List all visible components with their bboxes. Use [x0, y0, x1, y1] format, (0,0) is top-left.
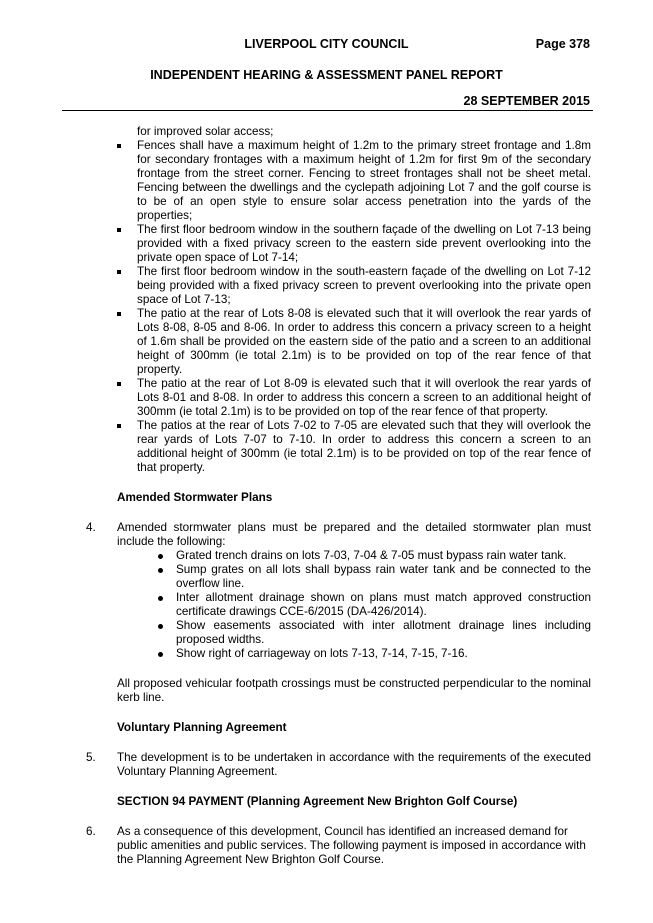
vpa-heading: Voluntary Planning Agreement — [117, 721, 287, 734]
stormwater-requirements-list — [0, 549, 653, 661]
square-bullet-icon — [117, 144, 121, 148]
footpath-crossings-text: All proposed vehicular footpath crossings must be constructed perpendicular to the nominal kerb line. — [117, 677, 591, 704]
report-date: 28 SEPTEMBER 2015 — [463, 94, 590, 108]
condition-text: Fences shall have a maximum height of 1.2m to the primary street frontage and 1.8m for secondary frontages with a maximum height of 1.2m for first 9m of the secondary frontage from the street corner. Fencing to street frontages shall not be sheet metal. Fencing between the dwellings and the cyclepath adjoining Lot 7 and the golf course is to be of an open style to ensure solar access penetration into the yards of the properties; — [137, 139, 591, 222]
stormwater-heading: Amended Stormwater Plans — [117, 491, 273, 504]
condition-item — [137, 307, 591, 377]
round-bullet-icon — [158, 596, 163, 601]
stormwater-condition — [86, 521, 591, 549]
round-bullet-icon — [158, 624, 163, 629]
requirement-text: Sump grates on all lots shall bypass rain water tank and be connected to the overflow line. — [176, 563, 591, 590]
condition-item — [137, 377, 591, 419]
stormwater-intro: Amended stormwater plans must be prepared and the detailed stormwater plan must include the following: — [117, 521, 591, 548]
condition-number: 4. — [86, 521, 96, 534]
requirement-text: Show right of carriageway on lots 7-13, 7-14, 7-15, 7-16. — [176, 647, 468, 660]
continuation-text: for improved solar access; — [137, 125, 274, 138]
condition-text: The first floor bedroom window in the southern façade of the dwelling on Lot 7-13 being provided with a fixed privacy screen to the eastern side prevent overlooking into the private open space of Lot 7-14; — [137, 223, 591, 264]
square-bullet-icon — [117, 228, 121, 232]
requirement-text: Show easements associated with inter allotment drainage lines including proposed widths. — [176, 619, 591, 646]
condition-number: 5. — [86, 751, 96, 764]
council-name: LIVERPOOL CITY COUNCIL — [244, 37, 409, 51]
conditions-list — [0, 139, 653, 475]
condition-item — [137, 419, 591, 475]
condition-number: 6. — [86, 825, 96, 838]
vpa-condition — [86, 751, 591, 779]
stormwater-requirement — [176, 591, 591, 619]
report-title: INDEPENDENT HEARING & ASSESSMENT PANEL REPORT — [150, 68, 503, 82]
square-bullet-icon — [117, 424, 121, 428]
stormwater-requirement — [176, 619, 591, 647]
stormwater-requirement — [176, 549, 591, 563]
section94-text: As a consequence of this development, Council has identified an increased demand for public amenities and public services. The following payment is imposed in accordance with the Planning Agreement New Brighton Golf Course. — [117, 825, 586, 866]
condition-text: The patio at the rear of Lot 8-09 is elevated such that it will overlook the rear yards of Lots 8-01 and 8-08. In order to address this concern a screen to an additional height of 300mm (ie total 2.1m) is to be provided on top of the rear fence of that property. — [137, 377, 591, 418]
round-bullet-icon — [158, 652, 163, 657]
condition-text: The patio at the rear of Lots 8-08 is elevated such that it will overlook the rear yards of Lots 8-08, 8-05 and 8-06. In order to address this concern a privacy screen to a height of 1.6m shall be provided on the eastern side of the patio and a screen to an additional height of 300mm (ie total 2.1m) is to be provided on top of the rear fence of that property. — [137, 307, 591, 376]
stormwater-requirement — [176, 563, 591, 591]
vpa-text: The development is to be undertaken in accordance with the requirements of the executed Voluntary Planning Agreement. — [117, 751, 591, 778]
section94-heading: SECTION 94 PAYMENT (Planning Agreement New Brighton Golf Course) — [117, 795, 518, 808]
round-bullet-icon — [158, 568, 163, 573]
section94-condition — [86, 825, 591, 867]
page-number: Page 378 — [535, 37, 590, 51]
condition-item — [137, 265, 591, 307]
document-body — [0, 125, 653, 867]
square-bullet-icon — [117, 270, 121, 274]
round-bullet-icon — [158, 554, 163, 559]
condition-item — [137, 139, 591, 223]
header-divider — [62, 110, 593, 111]
square-bullet-icon — [117, 382, 121, 386]
stormwater-requirement — [176, 647, 591, 661]
condition-item — [137, 223, 591, 265]
requirement-text: Grated trench drains on lots 7-03, 7-04 & 7-05 must bypass rain water tank. — [176, 549, 567, 562]
condition-text: The patios at the rear of Lots 7-02 to 7-05 are elevated such that they will overlook the rear yards of Lots 7-07 to 7-10. In order to address this concern a screen to an additional height of 300mm (ie total 2.1m) is to be provided on top of the rear fence of that property. — [137, 419, 591, 474]
condition-text: The first floor bedroom window in the south-eastern façade of the dwelling on Lot 7-12 being provided with a fixed privacy screen to prevent overlooking into the private open space of Lot 7-13; — [137, 265, 591, 306]
requirement-text: Inter allotment drainage shown on plans must match approved construction certificate drawings CCE-6/2015 (DA-426/2014). — [176, 591, 591, 618]
square-bullet-icon — [117, 312, 121, 316]
